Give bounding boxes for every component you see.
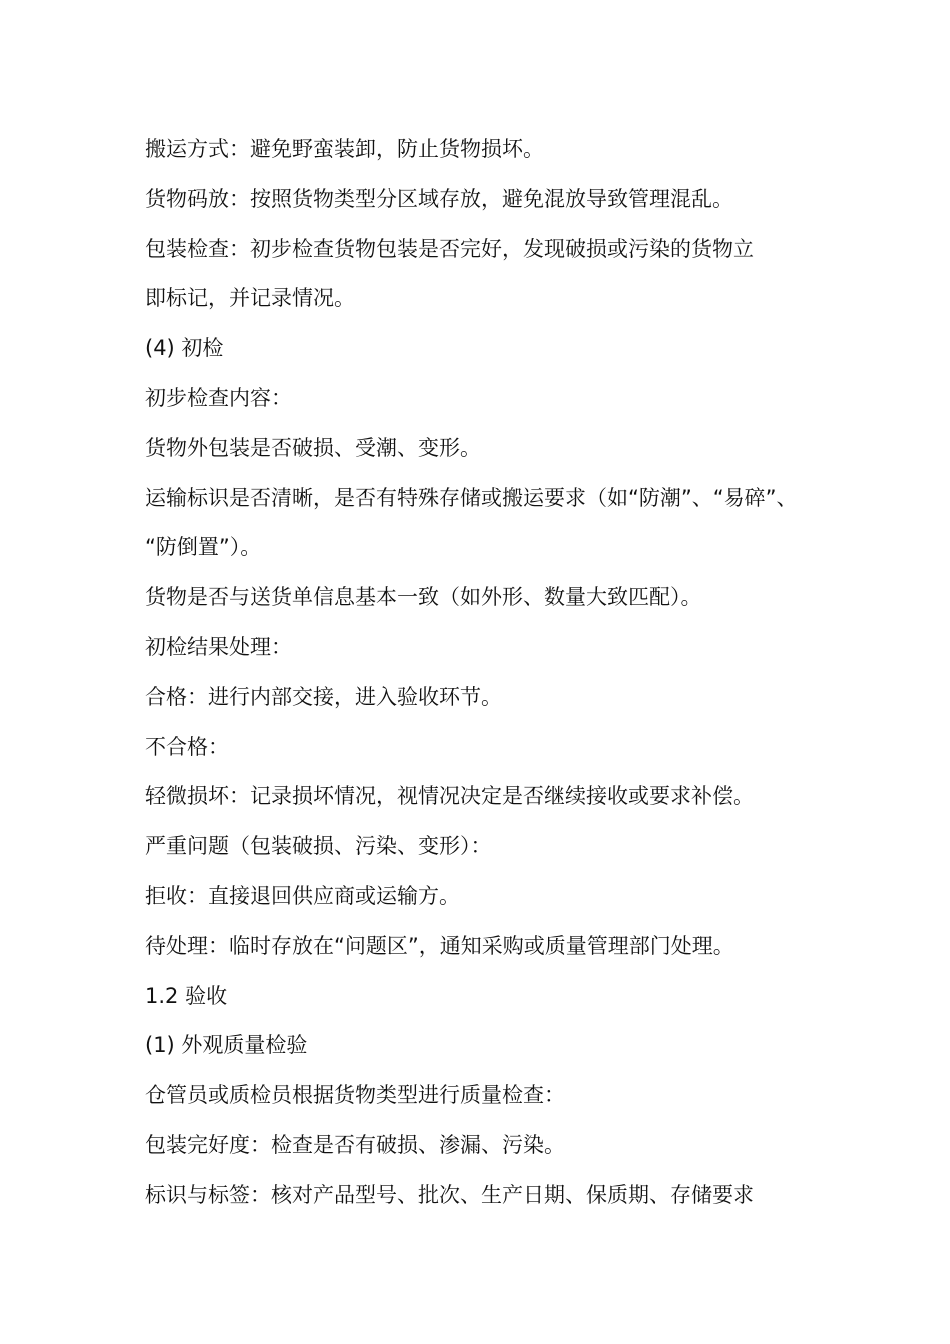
- paragraph-line: 初步检查内容：: [145, 385, 292, 410]
- paragraph-line: 标识与标签：核对产品型号、批次、生产日期、保质期、存储要求: [145, 1182, 754, 1207]
- document-body: [145, 125, 825, 1221]
- paragraph-line: 拒收：直接退回供应商或运输方。: [145, 883, 460, 908]
- paragraph-line: 包装检查：初步检查货物包装是否完好，发现破损或污染的货物立: [145, 236, 754, 261]
- paragraph-line: 即标记，并记录情况。: [145, 286, 355, 311]
- paragraph-line: “防倒置”）。: [145, 535, 262, 560]
- section-heading: 1.2 验收: [145, 983, 228, 1008]
- paragraph-line: 初检结果处理：: [145, 634, 292, 659]
- paragraph-line: 货物码放：按照货物类型分区域存放，避免混放导致管理混乱。: [145, 186, 733, 211]
- paragraph-line: 货物是否与送货单信息基本一致（如外形、数量大致匹配）。: [145, 585, 702, 610]
- paragraph-line: 仓管员或质检员根据货物类型进行质量检查：: [145, 1083, 565, 1108]
- paragraph-line: 搬运方式：避免野蛮装卸，防止货物损坏。: [145, 137, 544, 161]
- section-heading: (1) 外观质量检验: [145, 1033, 308, 1058]
- paragraph-line: 待处理：临时存放在“问题区”，通知采购或质量管理部门处理。: [145, 933, 734, 958]
- section-heading: (4) 初检: [145, 336, 224, 361]
- paragraph-line: 货物外包装是否破损、受潮、变形。: [145, 435, 481, 460]
- paragraph-line: 包装完好度：检查是否有破损、渗漏、污染。: [145, 1132, 565, 1157]
- paragraph-line: 轻微损坏：记录损坏情况，视情况决定是否继续接收或要求补偿。: [145, 784, 754, 809]
- paragraph-line: 合格：进行内部交接，进入验收环节。: [145, 684, 502, 709]
- paragraph-line: 运输标识是否清晰，是否有特殊存储或搬运要求（如“防潮”、“易碎”、: [145, 485, 798, 510]
- paragraph-line: 严重问题（包装破损、污染、变形）：: [145, 834, 492, 859]
- paragraph-line: 不合格：: [145, 734, 229, 759]
